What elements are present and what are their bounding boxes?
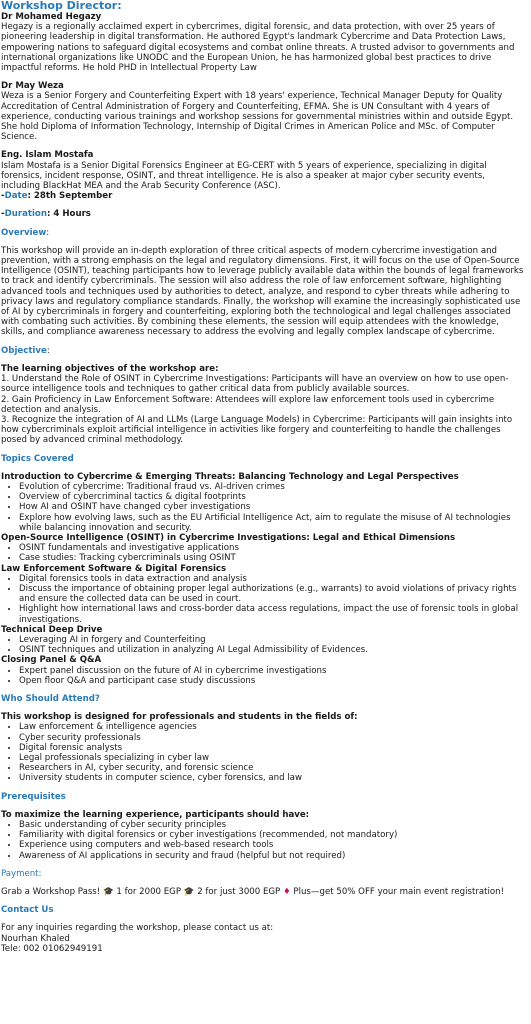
audience-title: Who Should Attend? bbox=[1, 693, 100, 704]
topic-list bbox=[1, 543, 524, 563]
objective-title: Objective: bbox=[1, 345, 50, 356]
topic-group-heading: Open-Source Intelligence (OSINT) in Cybercrime Investigations: Legal and Ethical Dimensions bbox=[1, 532, 456, 543]
topic-group-heading: Technical Deep Drive bbox=[1, 624, 103, 635]
list-item: • Experience using computers and web-based research tools bbox=[19, 840, 524, 850]
topics-title: Topics Covered bbox=[1, 453, 74, 464]
list-item: • Familiarity with digital forensics or cyber investigations (recommended, not mandatory) bbox=[19, 830, 524, 840]
list-item: • How AI and OSINT have changed cyber investigations bbox=[19, 502, 524, 512]
audience-intro: This workshop is designed for professionals and students in the fields of: bbox=[1, 712, 358, 723]
list-item: • Digital forensics tools in data extraction and analysis bbox=[19, 574, 524, 584]
list-item: • Digital forensic analysts bbox=[19, 743, 524, 753]
prerequisites-list bbox=[1, 820, 524, 861]
contact-title: Contact Us bbox=[1, 905, 54, 916]
objective-item: 3. Recognize the integration of AI and LLMs (Large Language Models) in Cybercrime: Participants will gain insights into how cybercriminals exploit artificial intelligence in activities like forgery and counterfeiting to handle the challenges posed by advanced criminal methodology. bbox=[1, 414, 513, 446]
person-name: Dr Mohamed Hegazy bbox=[1, 12, 102, 22]
topic-list bbox=[1, 574, 524, 625]
person-bio: Islam Mostafa is a Senior Digital Forensics Engineer at EG-CERT with 5 years of experience, specializing in digital forensics, incident response, OSINT, and threat intelligence. He is also a speaker at major cyber security events, including BlackHat MEA and the Arab Security Conference (ASC). bbox=[1, 160, 487, 192]
list-item: • Law enforcement & intelligence agencies bbox=[19, 722, 524, 732]
topic-group-heading: Law Enforcement Software & Digital Forensics bbox=[1, 563, 227, 574]
duration-label: Duration bbox=[4, 209, 47, 220]
contact-intro: For any inquiries regarding the workshop, please contact us at: bbox=[1, 923, 274, 934]
list-item: • Evolution of cybercrime: Traditional fraud vs. AI-driven crimes bbox=[19, 482, 524, 492]
director-heading: Workshop Director: bbox=[1, 0, 122, 12]
person-bio: Hegazy is a regionally acclaimed expert in cybercrimes, digital forensic, and data protection, with over 25 years of pioneering leadership in digital transformation. He authored Egypt's landmark Cybercrime and Data Protection Laws, empowering nations to safeguard digital ecosystems and combat online threats. A trusted advisor to governments and international organizations like UNODC and the European Union, he has harmonized global best practices to drive impactful reforms. He hold PHD in Intellectual Property Law bbox=[1, 22, 515, 74]
objective-item: 2. Gain Proficiency in Law Enforcement Software: Attendees will explore law enforcement tools used in cybercrime detection and analysis. bbox=[1, 394, 495, 415]
list-item: • Discuss the importance of obtaining proper legal authorizations (e.g., warrants) to avoid violations of privacy rights and ensure the collected data can be used in court. bbox=[19, 584, 524, 604]
objective-item: 1. Understand the Role of OSINT in Cybercrime Investigations: Participants will have an overview on how to use open-source intelligence tools and techniques to gather critical data from publicly available sources. bbox=[1, 374, 509, 395]
graduation-cap-icon: 🎓 bbox=[183, 887, 195, 898]
list-item: • Overview of cybercriminal tactics & digital footprints bbox=[19, 492, 524, 502]
duration-line: -Duration: 4 Hours bbox=[1, 209, 91, 220]
date-line: -Date: 28th September bbox=[1, 191, 113, 202]
list-item: • Highlight how international laws and cross-border data access regulations, impact the use of forensic tools in global investigations. bbox=[19, 604, 524, 624]
payment-text: Grab a Workshop Pass! 🎓 1 for 2000 EGP 🎓 2 for just 3000 EGP ♦ Plus—get 50% OFF your main event registration! bbox=[1, 887, 505, 898]
list-item: • Basic understanding of cyber security principles bbox=[19, 820, 524, 830]
topic-group-heading: Introduction to Cybercrime & Emerging Threats: Balancing Technology and Legal Perspectives bbox=[1, 471, 459, 482]
person-name: Eng. Islam Mostafa bbox=[1, 150, 94, 161]
list-item: • OSINT fundamentals and investigative applications bbox=[19, 543, 524, 553]
person-name: Dr May Weza bbox=[1, 81, 64, 92]
prerequisites-intro: To maximize the learning experience, participants should have: bbox=[1, 809, 310, 820]
list-item: • OSINT techniques and utilization in analyzing AI Legal Admissibility of Evidences. bbox=[19, 645, 524, 655]
topic-list bbox=[1, 666, 524, 686]
list-item: • Legal professionals specializing in cyber law bbox=[19, 753, 524, 763]
list-item: • Researchers in AI, cyber security, and forensic science bbox=[19, 763, 524, 773]
overview-text: This workshop will provide an in-depth exploration of three critical aspects of modern cybercrime investigation and prevention, with a strong emphasis on the legal and regulatory dimensions. First, it will focus on the use of Open-Source Intelligence (OSINT), teaching participants how to leverage publicly available data within the bounds of legal frameworks to track and identify cybercriminals. The session will also address the role of law enforcement software, highlighting advanced tools and techniques used by authorities to detect, analyze, and respond to cyber threats while adhering to privacy laws and regulatory compliance standards. Finally, the workshop will examine the increasingly sophisticated use of AI by cybercriminals in forgery and counterfeiting, exploring both the technological and legal challenges associated with combating such activities. By combining these elements, the session will equip attendees with the knowledge, skills, and compliance awareness necessary to address the evolving and legally complex landscape of cybercrime. bbox=[1, 245, 524, 338]
director-list bbox=[1, 12, 524, 191]
graduation-cap-icon: 🎓 bbox=[102, 887, 114, 898]
audience-list bbox=[1, 722, 524, 783]
contact-name: Nourhan Khaled bbox=[1, 933, 70, 944]
list-item: • Open floor Q&A and participant case study discussions bbox=[19, 676, 524, 686]
list-item: • Expert panel discussion on the future of AI in cybercrime investigations bbox=[19, 666, 524, 676]
list-item: • Awareness of AI applications in security and fraud (helpful but not required) bbox=[19, 851, 524, 861]
topic-group-heading: Closing Panel & Q&A bbox=[1, 655, 102, 666]
duration-value: : 4 Hours bbox=[46, 209, 91, 220]
payment-title: Payment: bbox=[1, 868, 42, 879]
gem-icon: ♦ bbox=[282, 887, 291, 898]
contact-phone: Tele: 002 01062949191 bbox=[1, 943, 103, 954]
objective-intro: The learning objectives of the workshop are: bbox=[1, 363, 219, 374]
list-item: • Leveraging AI in forgery and Counterfeiting bbox=[19, 635, 524, 645]
topic-list bbox=[1, 635, 524, 655]
topic-list bbox=[1, 482, 524, 533]
prerequisites-title: Prerequisites bbox=[1, 791, 66, 802]
date-value: : 28th September bbox=[27, 191, 113, 202]
date-label: Date bbox=[4, 191, 28, 202]
list-item: • Case studies: Tracking cybercriminals using OSINT bbox=[19, 553, 524, 563]
list-item: • Explore how evolving laws, such as the EU Artificial Intelligence Act, aim to regulate the misuse of AI technologies while balancing innovation and security. bbox=[19, 513, 524, 533]
person-bio: Weza is a Senior Forgery and Counterfeiting Expert with 18 years' experience, Technical Manager Deputy for Quality Accreditation of Central Administration of Forgery and Counterfeiting, EFMA. She is UN Consultant with 4 years of experience, conducting various trainings and workshop sessions for governmental ministries within and outside Egypt. She hold Diploma of Information Technology, Internship of Digital Crimes in American Police and MSc. of Computer Science. bbox=[1, 91, 514, 143]
list-item: • University students in computer science, cyber forensics, and law bbox=[19, 773, 524, 783]
overview-title: Overview: bbox=[1, 227, 50, 238]
list-item: • Cyber security professionals bbox=[19, 733, 524, 743]
